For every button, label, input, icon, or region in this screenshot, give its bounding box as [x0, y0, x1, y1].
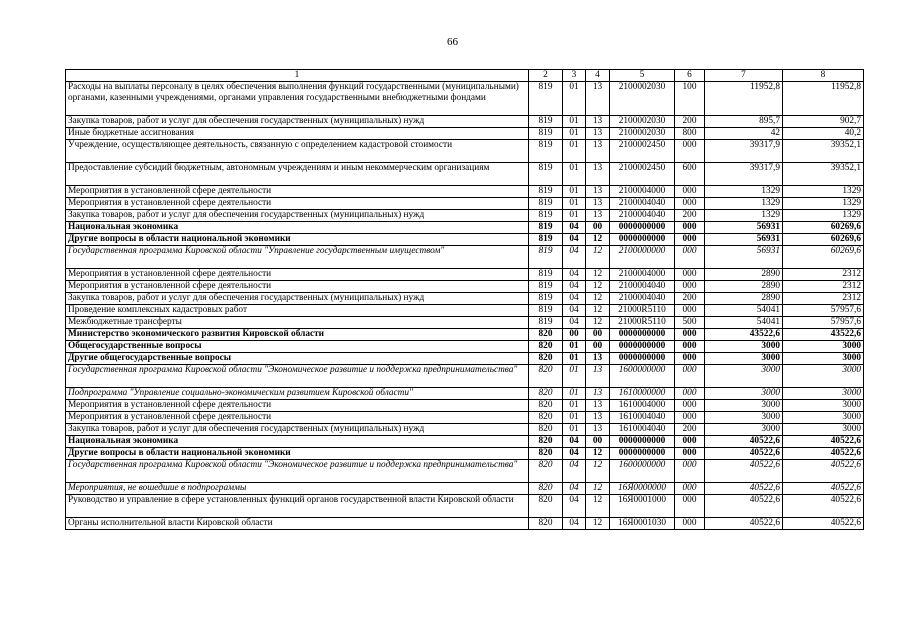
amount-year1-cell: 3000: [705, 353, 783, 365]
expense-type-cell: 100: [675, 82, 705, 116]
subsection-code-cell: 13: [586, 353, 610, 365]
section-code-cell: 01: [563, 140, 586, 163]
section-code-cell: 04: [563, 222, 586, 234]
admin-code-cell: 820: [529, 365, 563, 388]
column-header: 2: [529, 70, 563, 82]
amount-year2-cell: 1329: [783, 210, 864, 222]
target-article-cell: 1600000000: [610, 460, 675, 483]
amount-year2-cell: 57957,6: [783, 317, 864, 329]
expense-type-cell: 000: [675, 281, 705, 293]
row-name-cell: Министерство экономического развития Кировской области: [66, 329, 529, 341]
section-code-cell: 01: [563, 186, 586, 198]
amount-year2-cell: 3000: [783, 424, 864, 436]
target-article-cell: 21000R5110: [610, 305, 675, 317]
target-article-cell: 2100002030: [610, 128, 675, 140]
row-name-cell: Государственная программа Кировской области "Экономическое развитие и поддержка предпринимательства": [66, 460, 529, 483]
amount-year1-cell: 2890: [705, 293, 783, 305]
row-name-cell: Руководство и управление в сфере установленных функций органов государственной власти Кировской области: [66, 495, 529, 518]
amount-year1-cell: 40522,6: [705, 436, 783, 448]
subsection-code-cell: 12: [586, 448, 610, 460]
row-name-cell: Расходы на выплаты персоналу в целях обеспечения выполнения функций государственными (муниципальными) органами, казенными учреждениями, органами управления государственными внебюджетными фондами: [66, 82, 529, 116]
amount-year2-cell: 57957,6: [783, 305, 864, 317]
table-row: [66, 412, 864, 424]
subsection-code-cell: 13: [586, 186, 610, 198]
subsection-code-cell: 12: [586, 305, 610, 317]
amount-year2-cell: 11952,8: [783, 82, 864, 116]
amount-year1-cell: 56931: [705, 222, 783, 234]
column-header: 1: [66, 70, 529, 82]
expense-type-cell: 000: [675, 460, 705, 483]
subsection-code-cell: 12: [586, 246, 610, 269]
table-row: [66, 483, 864, 495]
table-row: [66, 163, 864, 186]
amount-year1-cell: 3000: [705, 412, 783, 424]
target-article-cell: 21000R5110: [610, 317, 675, 329]
expense-type-cell: 000: [675, 483, 705, 495]
row-name-cell: Государственная программа Кировской области "Управление государственным имуществом": [66, 246, 529, 269]
admin-code-cell: 819: [529, 186, 563, 198]
table-row: [66, 388, 864, 400]
admin-code-cell: 819: [529, 128, 563, 140]
table-row: [66, 448, 864, 460]
subsection-code-cell: 00: [586, 329, 610, 341]
table-row: [66, 128, 864, 140]
admin-code-cell: 820: [529, 436, 563, 448]
subsection-code-cell: 13: [586, 424, 610, 436]
table-row: [66, 305, 864, 317]
row-name-cell: Закупка товаров, работ и услуг для обеспечения государственных (муниципальных) нужд: [66, 424, 529, 436]
amount-year1-cell: 895,7: [705, 116, 783, 128]
row-name-cell: Мероприятия в установленной сфере деятельности: [66, 400, 529, 412]
expense-type-cell: 000: [675, 305, 705, 317]
row-name-cell: Закупка товаров, работ и услуг для обеспечения государственных (муниципальных) нужд: [66, 293, 529, 305]
amount-year2-cell: 2312: [783, 281, 864, 293]
admin-code-cell: 819: [529, 222, 563, 234]
amount-year1-cell: 1329: [705, 186, 783, 198]
page-number: 66: [447, 36, 458, 48]
target-article-cell: 2100004000: [610, 186, 675, 198]
column-header: 4: [586, 70, 610, 82]
expense-type-cell: 000: [675, 341, 705, 353]
amount-year1-cell: 40522,6: [705, 518, 783, 530]
row-name-cell: Мероприятия в установленной сфере деятельности: [66, 281, 529, 293]
amount-year1-cell: 11952,8: [705, 82, 783, 116]
expense-type-cell: 000: [675, 400, 705, 412]
section-code-cell: 04: [563, 293, 586, 305]
target-article-cell: 16Я0001000: [610, 495, 675, 518]
amount-year2-cell: 3000: [783, 341, 864, 353]
row-name-cell: Другие вопросы в области национальной экономики: [66, 234, 529, 246]
target-article-cell: 0000000000: [610, 448, 675, 460]
target-article-cell: 2100004040: [610, 293, 675, 305]
target-article-cell: 2100000000: [610, 246, 675, 269]
table-row: [66, 246, 864, 269]
amount-year2-cell: 40522,6: [783, 495, 864, 518]
subsection-code-cell: 00: [586, 341, 610, 353]
subsection-code-cell: 13: [586, 412, 610, 424]
row-name-cell: Мероприятия в установленной сфере деятельности: [66, 186, 529, 198]
admin-code-cell: 819: [529, 269, 563, 281]
table-row: [66, 140, 864, 163]
expense-type-cell: 000: [675, 186, 705, 198]
table-row: [66, 317, 864, 329]
amount-year1-cell: 39317,9: [705, 163, 783, 186]
amount-year2-cell: 39352,1: [783, 163, 864, 186]
admin-code-cell: 819: [529, 198, 563, 210]
section-code-cell: 01: [563, 388, 586, 400]
amount-year1-cell: 54041: [705, 317, 783, 329]
table-row: [66, 281, 864, 293]
table-row: [66, 82, 864, 116]
admin-code-cell: 819: [529, 281, 563, 293]
admin-code-cell: 819: [529, 317, 563, 329]
admin-code-cell: 820: [529, 388, 563, 400]
target-article-cell: 0000000000: [610, 436, 675, 448]
admin-code-cell: 819: [529, 305, 563, 317]
target-article-cell: 1600000000: [610, 365, 675, 388]
subsection-code-cell: 12: [586, 293, 610, 305]
table-row: [66, 329, 864, 341]
section-code-cell: 04: [563, 269, 586, 281]
amount-year2-cell: 60269,6: [783, 246, 864, 269]
section-code-cell: 04: [563, 436, 586, 448]
row-name-cell: Закупка товаров, работ и услуг для обеспечения государственных (муниципальных) нужд: [66, 210, 529, 222]
target-article-cell: 2100002030: [610, 116, 675, 128]
expense-type-cell: 000: [675, 246, 705, 269]
section-code-cell: 04: [563, 495, 586, 518]
expense-type-cell: 200: [675, 424, 705, 436]
target-article-cell: 2100002030: [610, 82, 675, 116]
amount-year1-cell: 39317,9: [705, 140, 783, 163]
amount-year1-cell: 40522,6: [705, 460, 783, 483]
admin-code-cell: 820: [529, 329, 563, 341]
row-name-cell: Государственная программа Кировской области "Экономическое развитие и поддержка предпринимательства": [66, 365, 529, 388]
target-article-cell: 1610004040: [610, 412, 675, 424]
admin-code-cell: 820: [529, 460, 563, 483]
table-row: [66, 353, 864, 365]
table-row: [66, 424, 864, 436]
table-row: [66, 518, 864, 530]
subsection-code-cell: 00: [586, 436, 610, 448]
expense-type-cell: 500: [675, 317, 705, 329]
amount-year1-cell: 42: [705, 128, 783, 140]
row-name-cell: Национальная экономика: [66, 436, 529, 448]
amount-year2-cell: 40522,6: [783, 448, 864, 460]
row-name-cell: Другие общегосударственные вопросы: [66, 353, 529, 365]
admin-code-cell: 819: [529, 163, 563, 186]
subsection-code-cell: 13: [586, 82, 610, 116]
section-code-cell: 01: [563, 400, 586, 412]
amount-year1-cell: 2890: [705, 281, 783, 293]
expense-type-cell: 000: [675, 436, 705, 448]
amount-year2-cell: 1329: [783, 186, 864, 198]
table-row: [66, 116, 864, 128]
table-row: [66, 198, 864, 210]
amount-year2-cell: 40522,6: [783, 436, 864, 448]
subsection-code-cell: 12: [586, 495, 610, 518]
amount-year2-cell: 3000: [783, 412, 864, 424]
row-name-cell: Предоставление субсидий бюджетным, автономным учреждениям и иным некоммерческим организациям: [66, 163, 529, 186]
row-name-cell: Мероприятия в установленной сфере деятельности: [66, 412, 529, 424]
expense-type-cell: 000: [675, 198, 705, 210]
target-article-cell: 2100004040: [610, 210, 675, 222]
subsection-code-cell: 12: [586, 483, 610, 495]
amount-year1-cell: 3000: [705, 424, 783, 436]
table-row: [66, 186, 864, 198]
amount-year2-cell: 40522,6: [783, 460, 864, 483]
expense-type-cell: 000: [675, 448, 705, 460]
section-code-cell: 01: [563, 210, 586, 222]
expense-type-cell: 000: [675, 234, 705, 246]
subsection-code-cell: 13: [586, 388, 610, 400]
amount-year1-cell: 2890: [705, 269, 783, 281]
subsection-code-cell: 12: [586, 234, 610, 246]
target-article-cell: 0000000000: [610, 341, 675, 353]
subsection-code-cell: 13: [586, 365, 610, 388]
target-article-cell: 1610004000: [610, 400, 675, 412]
column-header: 7: [705, 70, 783, 82]
expense-type-cell: 200: [675, 210, 705, 222]
admin-code-cell: 820: [529, 341, 563, 353]
amount-year2-cell: 60269,6: [783, 222, 864, 234]
subsection-code-cell: 12: [586, 518, 610, 530]
section-code-cell: 01: [563, 82, 586, 116]
subsection-code-cell: 13: [586, 128, 610, 140]
amount-year2-cell: 40,2: [783, 128, 864, 140]
row-name-cell: Межбюджетные трансферты: [66, 317, 529, 329]
row-name-cell: Проведение комплексных кадастровых работ: [66, 305, 529, 317]
expense-type-cell: 000: [675, 388, 705, 400]
amount-year2-cell: 3000: [783, 388, 864, 400]
amount-year2-cell: 40522,6: [783, 518, 864, 530]
row-name-cell: Закупка товаров, работ и услуг для обеспечения государственных (муниципальных) нужд: [66, 116, 529, 128]
subsection-code-cell: 12: [586, 281, 610, 293]
amount-year1-cell: 40522,6: [705, 483, 783, 495]
section-code-cell: 01: [563, 353, 586, 365]
section-code-cell: 01: [563, 198, 586, 210]
amount-year1-cell: 54041: [705, 305, 783, 317]
row-name-cell: Учреждение, осуществляющее деятельность, связанную с определением кадастровой стоимости: [66, 140, 529, 163]
expense-type-cell: 000: [675, 495, 705, 518]
target-article-cell: 2100004000: [610, 269, 675, 281]
admin-code-cell: 819: [529, 246, 563, 269]
section-code-cell: 01: [563, 163, 586, 186]
row-name-cell: Подпрограмма "Управление социально-экономическим развитием Кировской области": [66, 388, 529, 400]
target-article-cell: 0000000000: [610, 234, 675, 246]
subsection-code-cell: 13: [586, 210, 610, 222]
table-row: [66, 460, 864, 483]
table-row: [66, 400, 864, 412]
subsection-code-cell: 13: [586, 198, 610, 210]
target-article-cell: 2100002450: [610, 140, 675, 163]
section-code-cell: 01: [563, 412, 586, 424]
subsection-code-cell: 13: [586, 163, 610, 186]
expense-type-cell: 000: [675, 518, 705, 530]
target-article-cell: 0000000000: [610, 222, 675, 234]
amount-year1-cell: 43522,6: [705, 329, 783, 341]
column-header: 8: [783, 70, 864, 82]
column-header: 6: [675, 70, 705, 82]
target-article-cell: 16Я0001030: [610, 518, 675, 530]
admin-code-cell: 819: [529, 116, 563, 128]
amount-year2-cell: 3000: [783, 353, 864, 365]
table-row: [66, 269, 864, 281]
target-article-cell: 16Я0000000: [610, 483, 675, 495]
table-row: [66, 495, 864, 518]
subsection-code-cell: 12: [586, 460, 610, 483]
section-code-cell: 04: [563, 234, 586, 246]
row-name-cell: Мероприятия в установленной сфере деятельности: [66, 198, 529, 210]
target-article-cell: 2100002450: [610, 163, 675, 186]
admin-code-cell: 819: [529, 293, 563, 305]
amount-year2-cell: 43522,6: [783, 329, 864, 341]
section-code-cell: 04: [563, 518, 586, 530]
subsection-code-cell: 00: [586, 222, 610, 234]
subsection-code-cell: 12: [586, 269, 610, 281]
amount-year1-cell: 3000: [705, 365, 783, 388]
row-name-cell: Иные бюджетные ассигнования: [66, 128, 529, 140]
amount-year2-cell: 3000: [783, 400, 864, 412]
admin-code-cell: 819: [529, 210, 563, 222]
expense-type-cell: 000: [675, 353, 705, 365]
section-code-cell: 04: [563, 460, 586, 483]
target-article-cell: 0000000000: [610, 329, 675, 341]
amount-year1-cell: 56931: [705, 234, 783, 246]
amount-year2-cell: 3000: [783, 365, 864, 388]
subsection-code-cell: 12: [586, 317, 610, 329]
admin-code-cell: 820: [529, 518, 563, 530]
admin-code-cell: 820: [529, 353, 563, 365]
section-code-cell: 04: [563, 317, 586, 329]
section-code-cell: 04: [563, 281, 586, 293]
column-header: 5: [610, 70, 675, 82]
table-row: [66, 234, 864, 246]
target-article-cell: 1610004040: [610, 424, 675, 436]
table-row: [66, 365, 864, 388]
admin-code-cell: 820: [529, 424, 563, 436]
expense-type-cell: 000: [675, 412, 705, 424]
target-article-cell: 2100004040: [610, 198, 675, 210]
section-code-cell: 00: [563, 329, 586, 341]
row-name-cell: Мероприятия, не вошедшие в подпрограммы: [66, 483, 529, 495]
row-name-cell: Другие вопросы в области национальной экономики: [66, 448, 529, 460]
amount-year2-cell: 1329: [783, 198, 864, 210]
table-body: [66, 82, 864, 530]
section-code-cell: 01: [563, 341, 586, 353]
amount-year1-cell: 1329: [705, 198, 783, 210]
admin-code-cell: 820: [529, 400, 563, 412]
section-code-cell: 04: [563, 483, 586, 495]
row-name-cell: Общегосударственные вопросы: [66, 341, 529, 353]
admin-code-cell: 820: [529, 495, 563, 518]
section-code-cell: 04: [563, 246, 586, 269]
admin-code-cell: 820: [529, 483, 563, 495]
subsection-code-cell: 13: [586, 140, 610, 163]
table-row: [66, 293, 864, 305]
amount-year2-cell: 40522,6: [783, 483, 864, 495]
table-row: [66, 210, 864, 222]
amount-year1-cell: 1329: [705, 210, 783, 222]
row-name-cell: Органы исполнительной власти Кировской области: [66, 518, 529, 530]
admin-code-cell: 820: [529, 448, 563, 460]
budget-table: [65, 69, 864, 530]
section-code-cell: 04: [563, 305, 586, 317]
subsection-code-cell: 13: [586, 400, 610, 412]
admin-code-cell: 819: [529, 82, 563, 116]
table-row: [66, 222, 864, 234]
target-article-cell: 1610000000: [610, 388, 675, 400]
admin-code-cell: 820: [529, 412, 563, 424]
admin-code-cell: 819: [529, 140, 563, 163]
expense-type-cell: 000: [675, 329, 705, 341]
table-header-row: [66, 70, 864, 82]
expense-type-cell: 800: [675, 128, 705, 140]
table-row: [66, 436, 864, 448]
amount-year2-cell: 2312: [783, 269, 864, 281]
expense-type-cell: 200: [675, 293, 705, 305]
amount-year1-cell: 3000: [705, 388, 783, 400]
section-code-cell: 01: [563, 116, 586, 128]
amount-year1-cell: 40522,6: [705, 495, 783, 518]
section-code-cell: 01: [563, 128, 586, 140]
row-name-cell: Национальная экономика: [66, 222, 529, 234]
subsection-code-cell: 13: [586, 116, 610, 128]
section-code-cell: 01: [563, 365, 586, 388]
target-article-cell: 0000000000: [610, 353, 675, 365]
expense-type-cell: 600: [675, 163, 705, 186]
table-row: [66, 341, 864, 353]
section-code-cell: 04: [563, 448, 586, 460]
expense-type-cell: 000: [675, 140, 705, 163]
expense-type-cell: 000: [675, 365, 705, 388]
column-header: 3: [563, 70, 586, 82]
expense-type-cell: 200: [675, 116, 705, 128]
amount-year1-cell: 56931: [705, 246, 783, 269]
target-article-cell: 2100004040: [610, 281, 675, 293]
amount-year1-cell: 3000: [705, 341, 783, 353]
expense-type-cell: 000: [675, 222, 705, 234]
section-code-cell: 01: [563, 424, 586, 436]
amount-year1-cell: 40522,6: [705, 448, 783, 460]
amount-year1-cell: 3000: [705, 400, 783, 412]
amount-year2-cell: 39352,1: [783, 140, 864, 163]
row-name-cell: Мероприятия в установленной сфере деятельности: [66, 269, 529, 281]
amount-year2-cell: 2312: [783, 293, 864, 305]
amount-year2-cell: 60269,6: [783, 234, 864, 246]
amount-year2-cell: 902,7: [783, 116, 864, 128]
expense-type-cell: 000: [675, 269, 705, 281]
admin-code-cell: 819: [529, 234, 563, 246]
